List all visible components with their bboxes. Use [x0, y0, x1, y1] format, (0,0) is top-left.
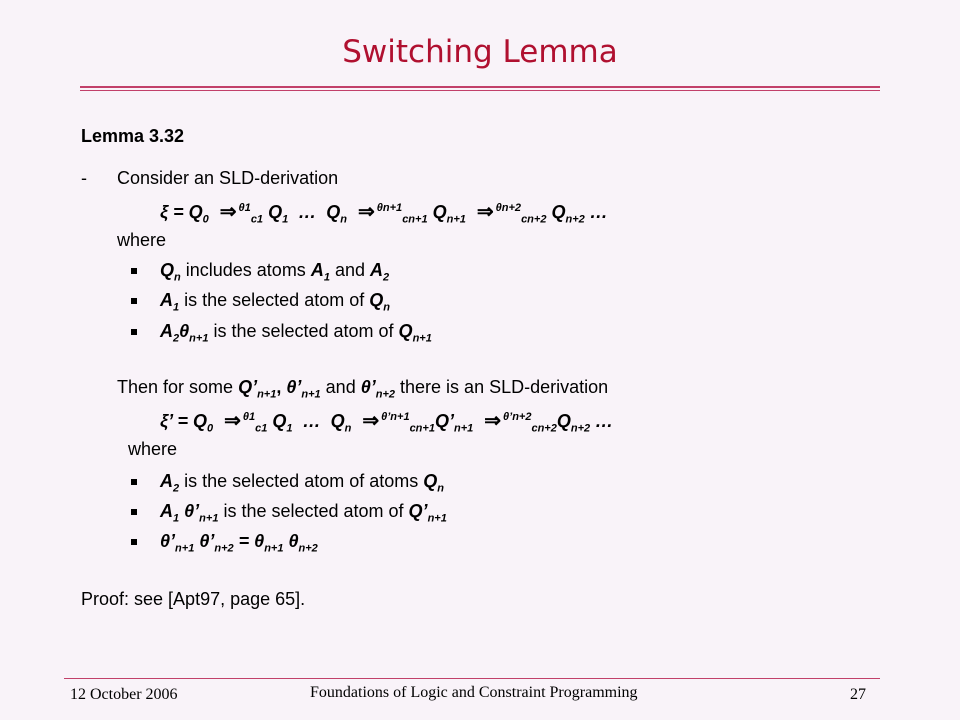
qn2-sub: n+2: [570, 422, 591, 435]
cn2-sub: cn+2: [531, 422, 557, 435]
qn1-sub: n+1: [446, 213, 466, 226]
bullet-text: and: [329, 260, 370, 280]
term-sub: n: [437, 482, 444, 495]
term: Q: [160, 260, 175, 280]
bullet-text: is the selected atom of: [208, 321, 399, 341]
then-text: there is an SLD-derivation: [395, 377, 609, 397]
c1-sub: c1: [255, 422, 268, 435]
qn-sub: n: [344, 422, 352, 435]
consider-text: Consider an SLD-derivation: [117, 168, 339, 188]
qn2: Q: [556, 411, 571, 431]
term-sub: n+2: [375, 388, 396, 401]
term: θ’: [360, 377, 376, 397]
q0: Q: [192, 411, 207, 431]
qn: Q: [326, 202, 341, 222]
theta-n2-sup: θ’n+2: [503, 411, 532, 423]
derivation-1: [160, 199, 608, 224]
xi-prime-symbol: ξ’: [160, 411, 173, 431]
term: θ’: [194, 531, 215, 551]
term: A: [310, 260, 324, 280]
term: θ: [179, 321, 190, 341]
cn1-sub: cn+1: [409, 422, 435, 435]
qn-sub: n: [340, 213, 347, 226]
term: A: [160, 321, 173, 341]
implies-arrow-icon: ⇒: [484, 410, 502, 432]
theta-n2-sup: θn+2: [495, 202, 522, 214]
term: θ’: [179, 501, 200, 521]
qn1-sub: n+1: [453, 422, 474, 435]
slide-title: Switching Lemma: [342, 34, 618, 70]
term-sub: n+1: [412, 332, 432, 345]
bullet-square-icon: [131, 479, 137, 485]
comma: ,: [276, 377, 287, 397]
bullet-1-2: [160, 290, 390, 314]
title-rule-bottom: [80, 90, 880, 91]
footer-date: 12 October 2006: [70, 686, 178, 703]
qn2: Q: [551, 202, 566, 222]
term: A: [160, 501, 173, 521]
bullet-square-icon: [131, 298, 137, 304]
bullet-2-3: [160, 531, 318, 555]
term-sub: n+2: [214, 542, 234, 555]
term-sub: 1: [323, 271, 330, 284]
term-sub: 1: [173, 512, 180, 525]
bullet-square-icon: [131, 509, 137, 515]
proof-text: Proof: see [Apt97, page 65].: [81, 589, 306, 609]
then-text: Then for some: [117, 377, 239, 397]
derivation-2: [160, 408, 613, 433]
then-text: and: [320, 377, 361, 397]
equals-sign: =: [172, 411, 193, 431]
ellipsis: …: [302, 411, 321, 431]
bullet-text: is the selected atom of atoms: [179, 471, 424, 491]
then-line: [117, 377, 609, 401]
theta-n1-sup: θ’n+1: [381, 411, 410, 423]
implies-arrow-icon: ⇒: [476, 201, 494, 223]
q0-sub: 0: [202, 213, 209, 226]
xi-symbol: ξ: [160, 202, 169, 222]
bullet-text: includes atoms: [180, 260, 311, 280]
term-sub: n: [174, 271, 181, 284]
bullet-2-2: [160, 501, 447, 525]
term: Q: [423, 471, 438, 491]
bullet-text: is the selected atom of: [179, 290, 370, 310]
theta-n1-sup: θn+1: [376, 202, 403, 214]
lemma-heading: Lemma 3.32: [81, 126, 185, 146]
qn: Q: [330, 411, 345, 431]
q1: Q: [272, 411, 287, 431]
term-sub: n+1: [264, 542, 284, 555]
bullet-1-1: [160, 260, 390, 284]
where-label-1: where: [117, 230, 167, 250]
term-sub: 1: [173, 301, 180, 314]
term: θ: [283, 531, 299, 551]
footer-page-number: 27: [850, 686, 866, 703]
bullet-square-icon: [131, 539, 137, 545]
term: Q’: [408, 501, 428, 521]
term-sub: 2: [382, 271, 390, 284]
ellipsis: …: [298, 202, 317, 222]
where-label-2: where: [128, 439, 178, 459]
footer-rule: [64, 678, 880, 679]
term: A: [369, 260, 383, 280]
term: Q: [369, 290, 384, 310]
bullet-1-3: [160, 321, 432, 345]
cn1-sub: cn+1: [402, 213, 428, 226]
term-sub: n+1: [257, 388, 277, 401]
term-sub: n+1: [427, 512, 447, 525]
q1-sub: 1: [282, 213, 289, 226]
term: θ’: [286, 377, 302, 397]
term-sub: n+1: [189, 332, 209, 345]
term: Q: [398, 321, 413, 341]
qn1: Q: [432, 202, 447, 222]
q0: Q: [188, 202, 203, 222]
cn2-sub: cn+2: [521, 213, 547, 226]
term-sub: n+1: [175, 542, 195, 555]
term: Q’: [238, 377, 258, 397]
term-sub: n+2: [298, 542, 318, 555]
bullet-square-icon: [131, 329, 137, 335]
bullet-text: is the selected atom of: [218, 501, 409, 521]
qn1: Q’: [434, 411, 454, 431]
term: A: [160, 471, 173, 491]
term-sub: n+1: [199, 512, 219, 525]
term-sub: n+1: [301, 388, 321, 401]
ellipsis-end: …: [595, 411, 614, 431]
ellipsis-end: …: [589, 202, 608, 222]
qn2-sub: n+2: [565, 213, 585, 226]
dash-marker: -: [81, 168, 87, 188]
term: A: [160, 290, 173, 310]
term-sub: n: [383, 301, 390, 314]
equals-sign: =: [168, 202, 189, 222]
implies-arrow-icon: ⇒: [358, 201, 375, 223]
term: θ: [254, 531, 265, 551]
theta1-sup: θ1: [238, 202, 251, 214]
c1-sub: c1: [250, 213, 264, 226]
theta1-sup: θ1: [242, 411, 256, 423]
implies-arrow-icon: ⇒: [219, 201, 237, 223]
implies-arrow-icon: ⇒: [362, 410, 380, 432]
q0-sub: 0: [206, 422, 214, 435]
term-sub: 2: [173, 482, 180, 495]
q1: Q: [268, 202, 283, 222]
bullet-2-1: [160, 471, 444, 495]
equals-sign: =: [233, 531, 255, 551]
bullet-square-icon: [131, 268, 137, 274]
term-sub: 2: [173, 332, 180, 345]
footer-course: Foundations of Logic and Constraint Programming: [310, 684, 638, 701]
q1-sub: 1: [286, 422, 293, 435]
title-rule-top: [80, 86, 880, 88]
term: θ’: [160, 531, 176, 551]
implies-arrow-icon: ⇒: [224, 410, 241, 432]
